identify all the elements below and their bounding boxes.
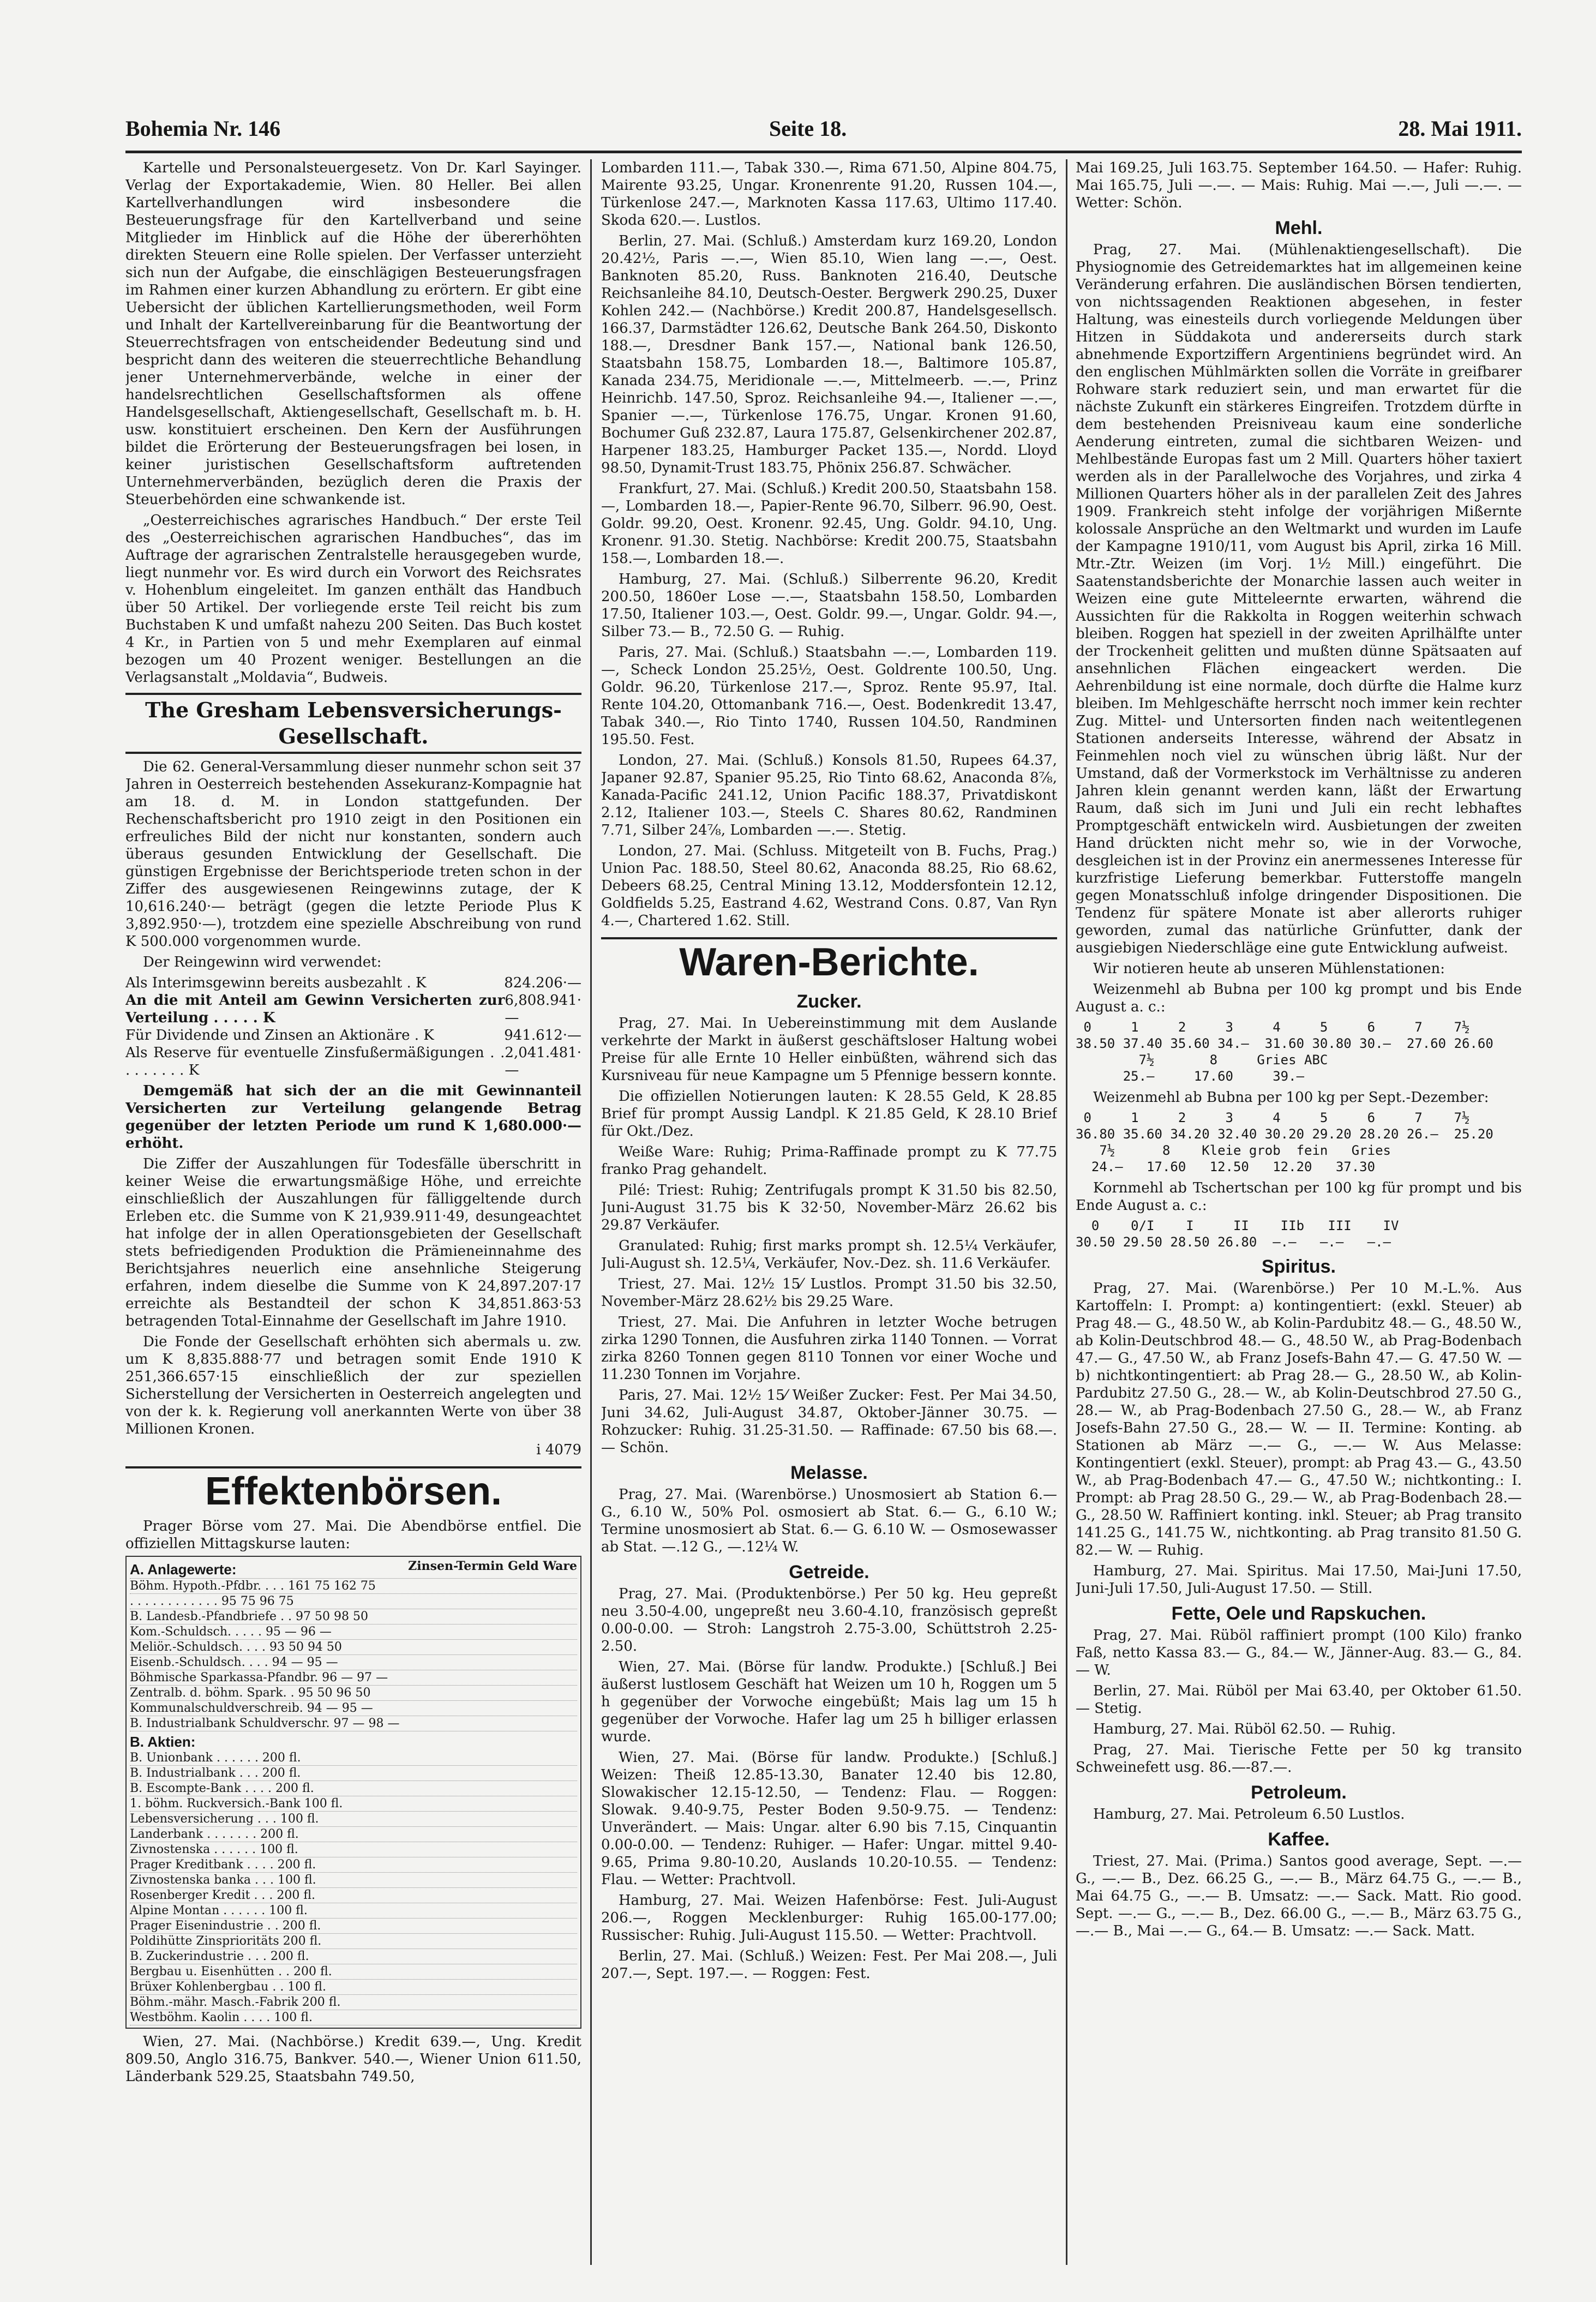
petroleum-heading: Petroleum.: [1251, 1782, 1347, 1803]
london-fuchs-kurse: London, 27. Mai. (Schluss. Mitgeteilt von B. Fuchs, Prag.) Union Pac. 188.50, Steel 80.62, Anaconda 88.25, Rio 68.62, Debeers 68.25, Central Mining 13.12, Moddersfontein 12.12, Goldfields 5.25, Eastrand 4.62, Westrand Cons. 0.87, Van Ryn 4.—, Chartered 1.62. Still.: [601, 843, 1057, 929]
kaffee-heading: Kaffee.: [1268, 1829, 1330, 1850]
spiritus-hamburg: Hamburg, 27. Mai. Spiritus. Mai 17.50, Mai-Juni 17.50, Juni-Juli 17.50, Juli-August 17.50. — Still.: [1076, 1563, 1522, 1597]
zucker-prag: Prag, 27. Mai. In Uebereinstimmung mit dem Auslande verkehrte der Markt in äußerst geschäftsloser Haltung wobei Preise für alle Ernte 10 Heller einbüßten, während sich das Kursniveau für neue Kampagne um 5 Pfennige bessern konnte.: [601, 1015, 1057, 1084]
table-row: B. Industrialbank Schuldverschr. 97 — 98 —: [130, 1716, 577, 1731]
fette-heading: Fette, Oele und Rapskuchen.: [1171, 1603, 1426, 1624]
kornmehl-heading: Kornmehl ab Tschertschan per 100 kg für prompt und bis Ende August a. c.:: [1076, 1180, 1522, 1214]
table-row: Meliör.-Schuldsch. . . . 93 50 94 50: [130, 1640, 577, 1655]
fette-berlin: Berlin, 27. Mai. Rüböl per Mai 63.40, per Oktober 61.50. — Stetig.: [1076, 1683, 1522, 1717]
zucker-notierungen: Die offiziellen Notierungen lauten: K 28.55 Geld, K 28.85 Brief für prompt Aussig Landpl. K 21.85 Geld, K 28.10 Brief für Okt./Dez.: [601, 1088, 1057, 1140]
kurse-column-headers: Zinsen-Termin Geld Ware: [408, 1559, 577, 1573]
gresham-funds: Die Fonde der Gesellschaft erhöhten sich abermals u. zw. um K 8,835.888·77 und betragen somit Ende 1910 K 251,366.657·15 einschließlich der zur speziellen Sicherstellung der Versicherten in Oesterreich angelegten und von der k. k. Regierung voll anerkannten Werte von über 38 Millionen Kronen.: [125, 1334, 581, 1437]
fette-hamburg: Hamburg, 27. Mai. Rüböl 62.50. — Ruhig.: [1093, 1721, 1396, 1737]
table-row: Prager Kreditbank . . . . 200 fl.: [130, 1857, 577, 1873]
anlagewerte-heading: A. Anlagewerte:: [130, 1561, 237, 1578]
table-row: Brüxer Kohlenbergbau . . 100 fl.: [130, 1980, 577, 1995]
table-row: B. Industrialbank . . . 200 fl.: [130, 1766, 577, 1781]
table-row: Alpine Montan . . . . . . 100 fl.: [130, 1903, 577, 1919]
petroleum-hamburg: Hamburg, 27. Mai. Petroleum 6.50 Lustlos.: [1093, 1806, 1405, 1823]
weizenmehl-prompt-table: 0 1 2 3 4 5 6 7 7½ 38.50 37.40 35.60 34.— 31.60 30.80 30.— 27.60 26.60 7½ 8 Gries ABC 25.— 17.60 39.—: [1076, 1020, 1493, 1084]
melasse-heading: Melasse.: [790, 1462, 868, 1483]
table-row: Lebensversicherung . . . 100 fl.: [130, 1812, 577, 1827]
header-issue: Bohemia Nr. 146: [125, 116, 281, 141]
zucker-triest-2: Triest, 27. Mai. Die Anfuhren in letzter Woche betrugen zirka 1290 Tonnen, die Ausfuhren zirka 1140 Tonnen. — Vorrat zirka 8260 Tonnen gegen 8110 Tonnen vor einer Woche und 11.230 Tonnen im Vorjahre.: [601, 1314, 1057, 1383]
aktien-heading: B. Aktien:: [130, 1734, 196, 1750]
kornmehl-table: 0 0/I I II IIb III IV 30.50 29.50 28.50 26.80 —.— —.— —.—: [1076, 1218, 1399, 1250]
allocation-row: Als Interimsgewinn bereits ausbezahlt . K 824.206·—: [125, 975, 581, 991]
prager-boerse-intro: Prager Börse vom 27. Mai. Die Abendbörse entfiel. Die offiziellen Mittagskurse lauten:: [125, 1518, 581, 1552]
fette-prag-2: Prag, 27. Mai. Tierische Fette per 50 kg transito Schweinefett usg. 86.—-87.—.: [1076, 1742, 1522, 1776]
article-agrar-handbuch: „Oesterreichisches agrarisches Handbuch.“ Der erste Teil des „Oesterreichischen agrarischen Handbuches“, das im Auftrage der agrarischen Zentralstelle herausgegeben wurde, liegt nunmehr vor. Es wird durch ein Vorwort des Reichsrates v. Hohenblum eingeleitet. Im ganzen enthält das Handbuch über 50 Artikel. Der vorliegende erste Teil reicht bis zum Buchstaben K und umfaßt nahezu 200 Seiten. Das Buch kostet 4 Kr., in Partien von 5 und mehr Exemplaren auf einmal bezogen um 40 Prozent weniger. Bestellungen an die Verlagsanstalt „Moldavia“, Budweis.: [125, 512, 581, 686]
berlin-kurse: Berlin, 27. Mai. (Schluß.) Amsterdam kurz 169.20, London 20.42½, Paris —.—, Wien 85.10, Wien lang —.—, Oest. Banknoten 85.20, Russ. Banknoten 216.40, Deutsche Reichsanleihe 84.10, Deutsch-Oester. Bergwerk 290.25, Duxer Kohlen 242.— (Nachbörse.) Kredit 200.87, Handelsgesellsch. 166.37, Darmstädter 126.62, Deutsche Bank 264.50, Diskonto 188.—, Dresdner Bank 157.—, National bank 126.50, Staatsbahn 158.75, Lombarden 18.—, Baltimore 105.87, Kanada 234.75, Meridionale —.—, Mittelmeerb. —.—, Prinz Heinrichb. 147.50, Sproz. Reichsanleihe 94.—, Italiener —.—, Spanier —.—, Türkenlose 176.75, Ungar. Kronen 91.60, Bochumer Guß 232.87, Laura 175.87, Gelsenkirchener 202.87, Harpener 183.25, Hamburger Packet 135.—, Nordd. Lloyd 98.50, Dynamit-Trust 183.75, Phönix 256.87. Schwächer.: [601, 233, 1057, 476]
gresham-increase: Demgemäß hat sich der an die mit Gewinnanteil Versicherten zur Verteilung gelangende Betrag gegenüber der letzten Periode um rund K 1,680.000·— erhöht.: [125, 1083, 581, 1152]
table-row: Bergbau u. Eisenhütten . . 200 fl.: [130, 1964, 577, 1980]
gresham-ref: i 4079: [536, 1442, 581, 1458]
table-row: Böhmische Sparkassa-Pfandbr. 96 — 97 —: [130, 1670, 577, 1686]
table-row: Zivnostenska banka . . . 100 fl.: [130, 1873, 577, 1888]
header-date: 28. Mai 1911.: [1398, 116, 1522, 141]
prager-kurse-table: [125, 1556, 581, 2029]
allocation-row: Für Dividende und Zinsen an Aktionäre . K 941.612·—: [125, 1027, 581, 1044]
getreide-hamburg: Hamburg, 27. Mai. Weizen Hafenbörse: Fest. Juli-August 206.—, Roggen Mecklenburger: Ruhig 165.00-177.00; Russischer: Ruhig. Juli-August 115.50. — Wetter: Prachtvoll.: [601, 1892, 1057, 1944]
table-row: Kom.-Schuldsch. . . . . 95 — 96 —: [130, 1624, 577, 1640]
getreide-wien-1: Wien, 27. Mai. (Börse für landw. Produkte.) [Schluß.] Bei äußerst lustlosem Geschäft hat Weizen um 10 h, Roggen um 5 h gegenüber der Vorwoche eingebüßt; Mais lag um 15 h gegenüber der Vorwoche. Hafer lag um 25 h billiger erlassen wurde.: [601, 1659, 1057, 1745]
london-kurse: London, 27. Mai. (Schluß.) Konsols 81.50, Rupees 64.37, Japaner 92.87, Spanier 95.25, Rio Tinto 68.62, Anaconda 8⅞, Kanada-Pacific 241.12, Union Pacific 188.37, Privatdiskont 2.12, Italiener 103.—, Steels C. Shares 80.62, Randminen 7.71, Silber 24⅞, Lombarden —.—. Stetig.: [601, 752, 1057, 838]
table-row: Zivnostenska . . . . . . 100 fl.: [130, 1842, 577, 1857]
getreide-berlin-cont: Mai 169.25, Juli 163.75. September 164.50. — Hafer: Ruhig. Mai 165.75, Juli —.—. — Mais: Ruhig. Mai —.—, Juli —.—. — Wetter: Schön.: [1076, 160, 1522, 211]
zucker-pile: Pilé: Triest: Ruhig; Zentrifugals prompt K 31.50 bis 82.50, Juni-August 31.75 bis K 32·50, November-März 26.62 bis 29.87 Verkäufer.: [601, 1182, 1057, 1233]
frankfurt-kurse: Frankfurt, 27. Mai. (Schluß.) Kredit 200.50, Staatsbahn 158.—, Lombarden 18.—, Papier-Rente 96.70, Silberr. 96.90, Oest. Goldr. 99.20, Oest. Kronenr. 92.45, Ung. Goldr. 94.10, Ung. Kronenr. 91.30. Stetig. Nachbörse: Kredit 200.75, Staatsbahn 158.—, Lombarden 18.—.: [601, 481, 1057, 567]
wien-nachboerse: Wien, 27. Mai. (Nachbörse.) Kredit 639.—, Ung. Kredit 809.50, Anglo 316.75, Bankver. 540.—, Wiener Union 611.50, Länderbank 529.25, Staatsbahn 749.50,: [125, 2034, 581, 2085]
hamburg-kurse: Hamburg, 27. Mai. (Schluß.) Silberrente 96.20, Kredit 200.50, 1860er Lose —.—, Staatsbahn 158.50, Lombarden 17.50, Italiener 103.—, Oest. Goldr. 99.—, Ungar. Goldr. 94.—, Silber 73.— B., 72.50 G. — Ruhig.: [601, 571, 1057, 640]
table-row: Eisenb.-Schuldsch. . . . 94 — 95 —: [130, 1655, 577, 1670]
effektenboersen-heading: Effektenbörsen.: [125, 1466, 581, 1514]
table-row: B. Unionbank . . . . . . 200 fl.: [130, 1751, 577, 1766]
table-row: B. Landesb.-Pfandbriefe . . 97 50 98 50: [130, 1609, 577, 1624]
column-2: [601, 159, 1057, 2265]
getreide-berlin: Berlin, 27. Mai. (Schluß.) Weizen: Fest. Per Mai 208.—, Juli 207.—, Sept. 197.—. — Roggen: Fest.: [601, 1948, 1057, 1982]
paris-kurse: Paris, 27. Mai. (Schluß.) Staatsbahn —.—, Lombarden 119.—, Scheck London 25.25½, Oest. Goldrente 100.50, Ung. Goldr. 96.20, Türkenlose 217.—, Sproz. Rente 95.97, Ital. Rente 104.20, Ottomanbank 716.—, Oest. Bodenkredit 13.47, Tabak 340.—, Rio Tinto 1740, Russen 104.50, Randminen 195.50. Fest.: [601, 644, 1057, 748]
weizenmehl-prompt-heading: Weizenmehl ab Bubna per 100 kg prompt und bis Ende August a. c.:: [1076, 981, 1522, 1015]
gresham-heading: The Gresham Lebensversicherungs-Gesellschaft.: [125, 693, 581, 754]
column-divider: [590, 159, 592, 2265]
getreide-prag: Prag, 27. Mai. (Produktenbörse.) Per 50 kg. Heu gepreßt neu 3.50-4.00, ungepreßt neu 3.60-4.10, französisch gepreßt 0.00-0.00. — Stroh: Langstroh 2.75-3.00, Schüttstroh 2.25-2.50.: [601, 1586, 1057, 1654]
header-rule: [125, 151, 1522, 153]
column-divider: [1066, 159, 1067, 2265]
zucker-triest-1: Triest, 27. Mai. 12½ 15⁄ Lustlos. Prompt 31.50 bis 32.50, November-März 28.62½ bis 29.25 Ware.: [601, 1276, 1057, 1310]
melasse-prag: Prag, 27. Mai. (Warenbörse.) Unosmosiert ab Station 6.— G., 6.10 W., 50% Pol. osmosiert ab Stat. 6.— G., 6.10 W.; Termine unosmosiert ab Stat. 6.— G. 6.10 W. — Osmosewasser ab Stat. —.12 G., —.12¼ W.: [601, 1486, 1057, 1555]
mehl-bericht: Prag, 27. Mai. (Mühlenaktiengesellschaft). Die Physiognomie des Getreidemarktes hat im allgemeinen keine Veränderung erfahren. Die ausländischen Börsen tendierten, von nichtssagenden Reaktionen abgesehen, in fester Haltung, was einesteils durch vorliegende Meldungen über Hitzen in Süddakota und andererseits durch stark abnehmende Exportziffern Argentiniens begründet wird. An den englischen Mühlmärkten sollen die Vorräte in greifbarer Rohware stark reduziert sein, und man erwartet für die nächste Zukunft ein stärkeres Eingreifen. Trotzdem dürfte in dem bestehenden Preisniveau kaum eine sonderliche Aenderung eintreten, zumal die sichtbaren Weizen- und Mehlbestände Europas fast um 2 Mill. Quarters höher taxiert werden als in der Parallelwoche des Vorjahres, und zirka 4 Millionen Quarters höher als in der parallelen Zeit des Jahres 1909. Frankreich steht infolge der vorjährigen Mißernte kolossale Ansprüche an den Weltmarkt und wurden im Laufe der Kampagne 1910/11, vom August bis April, zirka 16 Mill. Mtr.-Ztr. Weizen (im Vorj. 1½ Mill.) eingeführt. Die Saatenstandsberichte der Monarchie lassen auch weiter in Weizen eine gute Mitteleernte erwarten, während die Aussichten für die Rakkolta in Roggen weiterhin schwach bleiben. Roggen hat speziell in der zweiten Aprilhälfte unter der Trockenheit gelitten und mußten dünne Spätsaaten auf ansehnlichen Flächen eingeackert werden. Die Aehrenbildung ist eine normale, doch dürfte die Halme kurz bleiben. Im Mehlgeschäfte herrscht noch immer kein rechter Zug. Mittel- und Untersorten finden nach weitentlegenen Stationen anderseits Interesse, während der Absatz in Feinmehlen noch viel zu wünschen übrig läßt. Nur der Umstand, daß der Vormerkstock im Verhältnisse zu anderen Jahren klein genannt werden kann, läßt der Erwartung Raum, daß sich im Juni und Juli ein recht lebhaftes Promptgeschäft entwickeln wird. Ausbietungen der zweiten Hand drückten nicht mehr so, wie in der Vorwoche, desgleichen ist in der Provinz ein anermessenes Interesse für kurzfristige Lieferung bemerkbar. Futterstoffe mangeln gegen Monatsschluß infolge dringender Dispositionen. Die Tendenz für spätere Monate ist aber allerorts ruhiger geworden, zumal das natürliche Grünfutter, dank der ausgiebigen Niederschläge eine gute Entwicklung aufweist.: [1076, 242, 1522, 956]
table-row: Kommunalschuldverschreib. 94 — 95 —: [130, 1701, 577, 1716]
allocation-row: Als Reserve für eventuelle Zinsfußermäßigungen . . . . . . . . . K 2,041.481·—: [125, 1045, 581, 1078]
page-header: [125, 109, 1522, 147]
table-row: Landerbank . . . . . . . 200 fl.: [130, 1827, 577, 1842]
table-row: Prager Eisenindustrie . . 200 fl.: [130, 1919, 577, 1934]
getreide-wien-2: Wien, 27. Mai. (Börse für landw. Produkte.) [Schluß.] Weizen: Theiß 12.85-13.30, Banater 12.40 bis 12.80, Slowakischer 12.15-12.50, — Tendenz: Flau. — Roggen: Slowak. 9.40-9.75, Pester Boden 9.50-9.75. — Tendenz: Unverändert. — Mais: Ungar. alter 6.90 bis 7.15, Cinquantin 0.00-0.00. — Tendenz: Ruhiger. — Hafer: Ungar. mittel 9.40-9.65, Prima 9.80-10.20, Auslands 10.20-10.55. — Tendenz: Flau. — Wetter: Prachtvoll.: [601, 1749, 1057, 1888]
table-row: Rosenberger Kredit . . . 200 fl.: [130, 1888, 577, 1903]
wien-kurse-cont: Lombarden 111.—, Tabak 330.—, Rima 671.50, Alpine 804.75, Mairente 93.25, Ungar. Kronenrente 91.20, Russen 104.—, Türkenlose 247.—, Marknoten Kassa 117.63, Ultimo 117.40. Skoda 620.—. Lustlos.: [601, 160, 1057, 229]
zucker-granulated: Granulated: Ruhig; first marks prompt sh. 12.5¼ Verkäufer, Juli-August sh. 12.5¼, Verkäufer, Nov.-Dez. sh. 11.6 Verkäufer.: [601, 1238, 1057, 1272]
spiritus-prag: Prag, 27. Mai. (Warenbörse.) Per 10 M.-L.%. Aus Kartoffeln: I. Prompt: a) kontingentiert: (exkl. Steuer) ab Prag 48.— G., 48.50 W., ab Kolin-Pardubitz 48.— G., 48.50 W., ab Kolin-Deutschbrod 48.— G., 48.50 W., ab Prag-Bodenbach 47.— G., 47.50 W., ab Franz Josefs-Bahn 47.— G. 47.50 W. — b) nichtkontingentiert: ab Prag 28.— G., 28.50 W., ab Kolin-Pardubitz 27.50 G., 28.— W., ab Kolin-Deutschbrod 27.50 G., 28.— W., ab Prag-Bodenbach 27.50 G., 28.— W., ab Franz Josefs-Bahn 27.50 G., 28.— W. — II. Termine: Konting. ab Stationen ab März —.— G., —.— W. Aus Melasse: Kontingentiert (exkl. Steuer), prompt: ab Prag 43.— G., 43.50 W., ab Prag-Bodenbach 47.— G., 47.50 W.; nichtkonting.: I. Prompt: ab Prag 28.50 G., 29.— W., ab Prag-Bodenbach 28.— G., 28.50 W. Raffiniert konting. inkl. Steuer; ab Prag transito 141.25 G., 141.75 W., nichtkonting. ab Prag transito 81.50 G. 82.— W. — Ruhig.: [1076, 1280, 1522, 1558]
table-row: Böhm.-mähr. Masch.-Fabrik 200 fl.: [130, 1995, 577, 2010]
zucker-paris: Paris, 27. Mai. 12½ 15⁄ Weißer Zucker: Fest. Per Mai 34.50, Juni 34.62, Juli-August 34.87, Oktober-Jänner 30.75. — Rohzucker: Ruhig. 31.25-31.50. — Raffinade: 67.50 bis 68.—. — Schön.: [601, 1387, 1057, 1456]
column-3: [1076, 159, 1522, 2265]
table-row: Poldihütte Zinsprioritäts 200 fl.: [130, 1934, 577, 1949]
header-page-number: Seite 18.: [769, 116, 847, 141]
zucker-weisse-ware: Weiße Ware: Ruhig; Prima-Raffinade prompt zu K 77.75 franko Prag gehandelt.: [601, 1144, 1057, 1178]
fette-prag: Prag, 27. Mai. Rüböl raffiniert prompt (100 Kilo) franko Faß, netto Kassa 83.— G., 84.— W., Jänner-Aug. 83.— G., 84.— W.: [1076, 1627, 1522, 1678]
table-row: Zentralb. d. böhm. Spark. . 95 50 96 50: [130, 1686, 577, 1701]
gresham-payments: Die Ziffer der Auszahlungen für Todesfälle überschritt in keiner Weise die erwartungsmäßige Höhe, und erreichte einschließlich der Auszahlungen für fälliggeltende durch Erleben etc. die Summe von K 21,939.911·49, desungeachtet hat infolge der in allen Operationsgebieten der Gesellschaft stets befriedigenden Produktion die Prämieneinnahme des Berichtsjahres neuerlich eine ansehnliche Steigerung erfahren, indem dieselbe die Summe von K 24,897.207·17 erreichte als Bestandteil der schon K 34,851.863·53 betragenden Total-Einnahme der Gesellschaft im Jahre 1910.: [125, 1156, 581, 1329]
gresham-report: Die 62. General-Versammlung dieser nunmehr schon seit 37 Jahren in Oesterreich bestehenden Assekuranz-Kompagnie hat am 18. d. M. in London stattgefunden. Der Rechenschaftsbericht pro 1910 zeigt in den Positionen ein erfreuliches Bild der nicht nur konstanten, sondern auch überaus gesunden Entwicklung der Gesellschaft. Die günstigen Ergebnisse der Berichtsperiode treten schon in der Ziffer des ausgewiesenen Reingewinns zutage, der K 10,616.240·— beträgt (gegen die letzte Periode Plus K 3,892.950·—), trotzdem eine spezielle Abschreibung von rund K 500.000 vorgenommen wurde.: [125, 759, 581, 950]
mehl-notierung-intro: Wir notieren heute ab unseren Mühlenstationen:: [1093, 961, 1445, 977]
weizenmehl-sept-table: 0 1 2 3 4 5 6 7 7½ 36.80 35.60 34.20 32.40 30.20 29.20 28.20 26.— 25.20 7½ 8 Kleie grob fein Gries 24.— 17.60 12.50 12.20 37.30: [1076, 1110, 1493, 1174]
column-1: [125, 159, 581, 2265]
getreide-heading: Getreide.: [789, 1562, 869, 1582]
zucker-heading: Zucker.: [796, 991, 862, 1012]
table-row: . . . . . . . . . . . . 95 75 96 75: [130, 1594, 577, 1609]
gresham-allocation-list: [125, 974, 581, 1079]
kaffee-triest: Triest, 27. Mai. (Prima.) Santos good average, Sept. —.— G., —.— B., Dez. 66.25 G., —.— B., März 64.75 G., —.— B., Mai 64.75 G., —.— B. Umsatz: —.— Sack. Matt. Rio good. Sept. —.— G., —.— B., Dez. 66.00 G., —.— B., März 63.75 G., —.— B., Mai —.— G., 64.— B. Umsatz: —.— Sack. Matt.: [1076, 1853, 1522, 1939]
weizenmehl-sept-heading: Weizenmehl ab Bubna per 100 kg per Sept.-Dezember:: [1093, 1089, 1489, 1106]
table-row: B. Zuckerindustrie . . . 200 fl.: [130, 1949, 577, 1964]
table-row: Westböhm. Kaolin . . . . 100 fl.: [130, 2010, 577, 2025]
spiritus-heading: Spiritus.: [1261, 1256, 1336, 1277]
gresham-allocation-intro: Der Reingewinn wird verwendet:: [143, 954, 382, 970]
waren-berichte-heading: Waren-Berichte.: [601, 937, 1057, 985]
table-row: Böhm. Hypoth.-Pfdbr. . . . 161 75 162 75: [130, 1579, 577, 1594]
allocation-row: An die mit Anteil am Gewinn Versicherten zur Verteilung . . . . . K 6,808.941·—: [125, 992, 581, 1026]
table-row: 1. böhm. Ruckversich.-Bank 100 fl.: [130, 1796, 577, 1812]
article-kartelle: Kartelle und Personalsteuergesetz. Von Dr. Karl Sayinger. Verlag der Exportakademie, Wien. 80 Heller. Bei allen Kartellverhandlungen wird insbesondere die Besteuerungsfrage für den Kartellverband und seine Mitglieder im Hinblick auf die Höhe der übererhöhten direkten Steuern eine Rolle spielen. Der Verfasser unterzieht sich nun der Aufgabe, die einschlägigen Besteuerungsfragen im Rahmen einer kurzen Abhandlung zu erörtern. Er gibt eine Uebersicht der üblichen Kartellierungsmethoden, weil Form und Inhalt der Kartellvereinbarung für die Beantwortung der Steuerrechtsfragen von entscheidender Bedeutung sind und bespricht dann des weiteren die steuerrechtliche Behandlung jener Unternehmerverbände, welche in einer der handelsrechtlichen Gesellschaftsformen als offene Handelsgesellschaft, Aktiengesellschaft, Gesellschaft m. b. H. usw. konstituiert erscheinen. Den Kern der Ausführungen bildet die Erörterung der Besteuerungsfragen bei losen, in keiner juristischen Gesellschaftsform auftretenden Unternehmerverbänden, bezüglich deren die Praxis der Steuerbehörden eine schwankende ist.: [125, 160, 581, 508]
mehl-heading: Mehl.: [1275, 218, 1323, 238]
table-row: B. Escompte-Bank . . . . 200 fl.: [130, 1781, 577, 1796]
